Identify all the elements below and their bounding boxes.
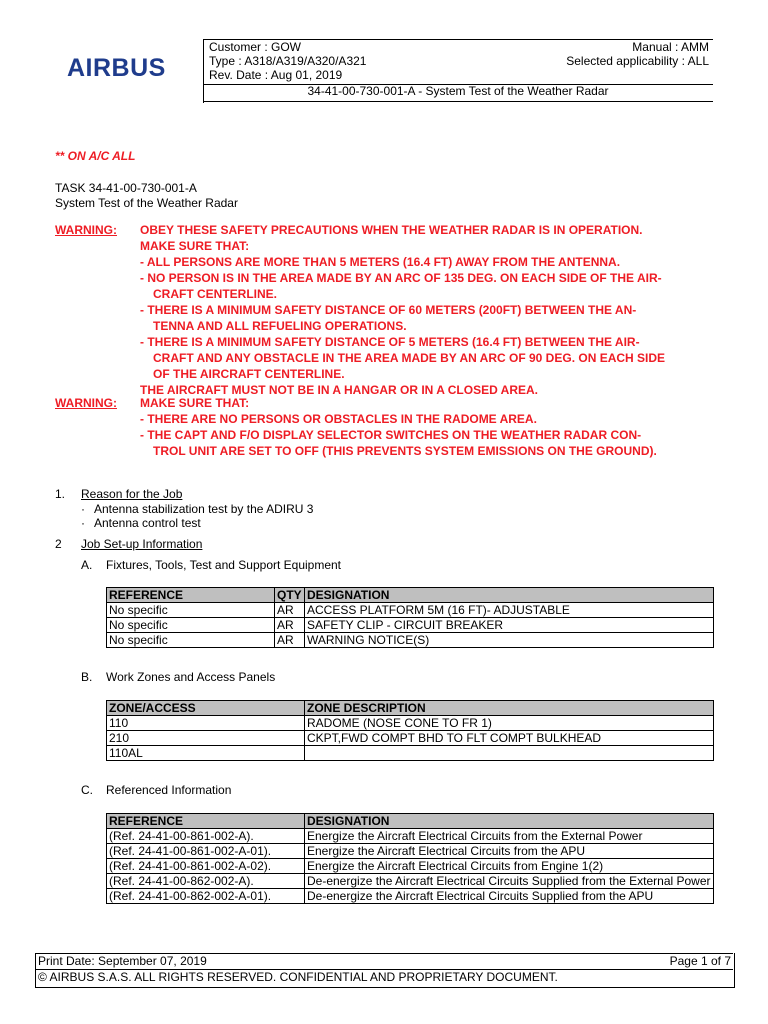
- subsection-a-title: Fixtures, Tools, Test and Support Equipment: [106, 558, 342, 572]
- header-manual: Manual : AMM: [632, 40, 709, 54]
- table-header-row: [107, 588, 714, 603]
- table-cell: (Ref. 24-41-00-861-002-A-02).: [107, 859, 305, 874]
- table-row: [107, 731, 714, 746]
- section-1-bullet: [81, 502, 313, 517]
- header-applicability: Selected applicability : ALL: [566, 54, 709, 68]
- table-cell: No specific: [107, 618, 275, 633]
- section-2-title: Job Set-up Information: [81, 537, 203, 551]
- section-1-number: 1.: [55, 487, 66, 501]
- warning-1-body: [140, 222, 720, 398]
- table-cell: No specific: [107, 603, 275, 618]
- warning-1-line: CRAFT AND ANY OBSTACLE IN THE AREA MADE BY AN ARC OF 90 DEG. ON EACH SIDE: [153, 351, 666, 365]
- subsection-b-title: Work Zones and Access Panels: [106, 670, 276, 684]
- table-cell: (Ref. 24-41-00-861-002-A-01).: [107, 844, 305, 859]
- bullet-text: Antenna stabilization test by the ADIRU 3: [94, 502, 314, 516]
- equipment-table: [106, 587, 714, 648]
- warning-1-line: TENNA AND ALL REFUELING OPERATIONS.: [153, 319, 407, 333]
- table-cell: AR: [275, 603, 305, 618]
- section-1-title: Reason for the Job: [81, 487, 183, 501]
- header-bottom-rule: [203, 101, 713, 102]
- table-cell: AR: [275, 618, 305, 633]
- table-cell: 110: [107, 716, 305, 731]
- warning-2-line: - THE CAPT AND F/O DISPLAY SELECTOR SWITCHES ON THE WEATHER RADAR CON-: [140, 428, 642, 442]
- warning-1-line: THE AIRCRAFT MUST NOT BE IN A HANGAR OR IN A CLOSED AREA.: [140, 383, 538, 397]
- airbus-logo: AIRBUS: [67, 54, 166, 82]
- warning-1-line: - NO PERSON IS IN THE AREA MADE BY AN ARC OF 135 DEG. ON EACH SIDE OF THE AIR-: [140, 271, 662, 285]
- warning-2-label: WARNING:: [55, 396, 117, 410]
- table-cell: WARNING NOTICE(S): [305, 633, 714, 648]
- warning-1: [0, 222, 768, 397]
- subsection-c-title: Referenced Information: [106, 783, 232, 797]
- table-row: [107, 829, 714, 844]
- warning-2-line: - THERE ARE NO PERSONS OR OBSTACLES IN THE RADOME AREA.: [140, 412, 537, 426]
- table-cell: 110AL: [107, 746, 305, 761]
- table-cell: SAFETY CLIP - CIRCUIT BREAKER: [305, 618, 714, 633]
- table-cell: Energize the Aircraft Electrical Circuits from Engine 1(2): [305, 859, 714, 874]
- header-rev-date: Rev. Date : Aug 01, 2019: [209, 68, 343, 82]
- table-cell: RADOME (NOSE CONE TO FR 1): [305, 716, 714, 731]
- table-cell: 210: [107, 731, 305, 746]
- table-header-row: [107, 701, 714, 716]
- header-row-2: [203, 54, 713, 69]
- table-cell: Energize the Aircraft Electrical Circuits from the APU: [305, 844, 714, 859]
- warning-2-body: [140, 395, 720, 459]
- warning-1-line: - THERE IS A MINIMUM SAFETY DISTANCE OF 5 METERS (16.4 FT) BETWEEN THE AIR-: [140, 335, 640, 349]
- table-cell: (Ref. 24-41-00-861-002-A).: [107, 829, 305, 844]
- table-cell: Energize the Aircraft Electrical Circuits from the External Power: [305, 829, 714, 844]
- column-header: DESIGNATION: [305, 588, 714, 603]
- table-row: [107, 633, 714, 648]
- warning-1-line: - THERE IS A MINIMUM SAFETY DISTANCE OF 60 METERS (200FT) BETWEEN THE AN-: [140, 303, 637, 317]
- table-row: [107, 618, 714, 633]
- table-cell: (Ref. 24-41-00-862-002-A).: [107, 874, 305, 889]
- table-row: [107, 844, 714, 859]
- task-title: System Test of the Weather Radar: [55, 196, 238, 210]
- bullet-text: Antenna control test: [94, 516, 201, 530]
- column-header: REFERENCE: [107, 588, 275, 603]
- column-header: QTY: [275, 588, 305, 603]
- table-row: [107, 716, 714, 731]
- header-type: Type : A318/A319/A320/A321: [209, 54, 367, 68]
- column-header: ZONE/ACCESS: [107, 701, 305, 716]
- footer-print-date: Print Date: September 07, 2019: [38, 954, 207, 968]
- warning-1-line: OF THE AIRCRAFT CENTERLINE.: [153, 367, 345, 381]
- table-cell: De-energize the Aircraft Electrical Circuits Supplied from the External Power: [305, 874, 714, 889]
- bullet-dot-icon: ·: [81, 502, 85, 516]
- footer-page-number: Page 1 of 7: [669, 954, 731, 968]
- subsection-b-letter: B.: [81, 670, 93, 684]
- table-cell: CKPT,FWD COMPT BHD TO FLT COMPT BULKHEAD: [305, 731, 714, 746]
- table-header-row: [107, 814, 714, 829]
- column-header: ZONE DESCRIPTION: [305, 701, 714, 716]
- table-cell: ACCESS PLATFORM 5M (16 FT)- ADJUSTABLE: [305, 603, 714, 618]
- section-2-number: 2: [55, 537, 62, 551]
- warning-1-label: WARNING:: [55, 223, 117, 237]
- table-cell: No specific: [107, 633, 275, 648]
- subsection-a-letter: A.: [81, 558, 93, 572]
- table-row: [107, 889, 714, 904]
- subsection-c-letter: C.: [81, 783, 93, 797]
- footer-copyright: © AIRBUS S.A.S. ALL RIGHTS RESERVED. CONFIDENTIAL AND PROPRIETARY DOCUMENT.: [38, 970, 558, 984]
- work-zones-table: [106, 700, 714, 761]
- table-row: [107, 859, 714, 874]
- header-customer: Customer : GOW: [209, 40, 302, 54]
- header-row-1: [203, 40, 713, 55]
- task-id: TASK 34-41-00-730-001-A: [55, 181, 197, 195]
- warning-2: [0, 395, 768, 465]
- on-ac-label: ** ON A/C ALL: [55, 149, 136, 163]
- warning-2-line: TROL UNIT ARE SET TO OFF (THIS PREVENTS SYSTEM EMISSIONS ON THE GROUND).: [153, 444, 657, 458]
- table-cell: (Ref. 24-41-00-862-002-A-01).: [107, 889, 305, 904]
- table-row: [107, 746, 714, 761]
- bullet-dot-icon: ·: [81, 516, 85, 530]
- table-cell: [305, 746, 714, 761]
- column-header: DESIGNATION: [305, 814, 714, 829]
- header-row-3: [203, 68, 713, 83]
- column-header: REFERENCE: [107, 814, 305, 829]
- warning-1-line: - ALL PERSONS ARE MORE THAN 5 METERS (16.4 FT) AWAY FROM THE ANTENNA.: [140, 255, 621, 269]
- warning-2-line: MAKE SURE THAT:: [140, 396, 250, 410]
- warning-1-line: OBEY THESE SAFETY PRECAUTIONS WHEN THE WEATHER RADAR IS IN OPERATION.: [140, 223, 643, 237]
- table-cell: De-energize the Aircraft Electrical Circuits Supplied from the APU: [305, 889, 714, 904]
- warning-1-line: CRAFT CENTERLINE.: [153, 287, 277, 301]
- warning-1-line: MAKE SURE THAT:: [140, 239, 250, 253]
- table-row: [107, 874, 714, 889]
- table-cell: AR: [275, 633, 305, 648]
- referenced-info-table: [106, 813, 714, 904]
- table-row: [107, 603, 714, 618]
- header-doc-title: 34-41-00-730-001-A - System Test of the Weather Radar: [307, 84, 609, 98]
- section-1-bullet: [81, 516, 201, 531]
